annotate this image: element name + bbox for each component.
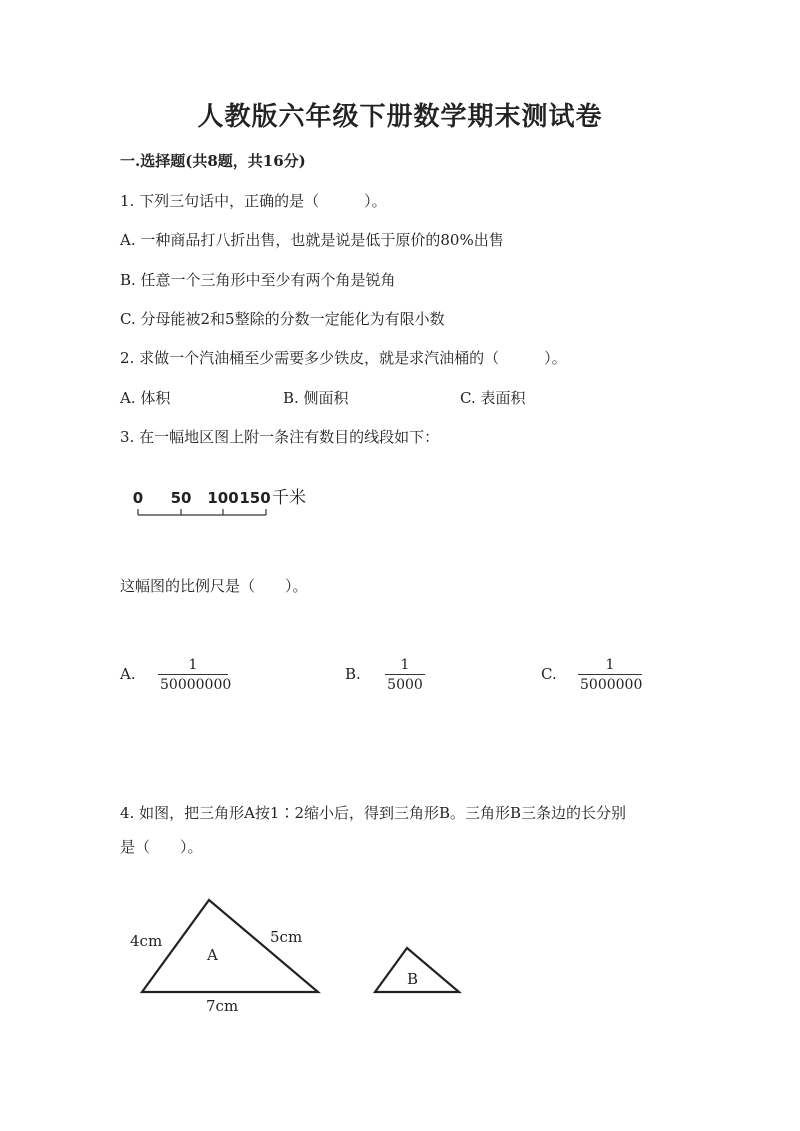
fraction-numerator: 1 xyxy=(400,657,410,673)
scale-unit-label: 千米 xyxy=(272,488,306,508)
fraction-denominator: 5000 xyxy=(385,674,425,693)
question-2-option-c: C. 表面积 xyxy=(460,389,526,407)
scale-bar-figure xyxy=(120,480,340,525)
question-3-option-c-label: C. xyxy=(541,665,557,683)
triangle-a xyxy=(142,900,318,992)
scale-tick-label: 50 xyxy=(170,489,192,507)
question-4-stem-line2: 是（ ）。 xyxy=(120,838,203,856)
triangle-a-left-side-label: 4cm xyxy=(130,932,163,950)
fraction-option-b xyxy=(385,657,425,693)
triangle-a-bottom-side-label: 7cm xyxy=(206,997,239,1015)
fraction-denominator: 50000000 xyxy=(158,674,228,693)
triangles-figure xyxy=(120,890,480,1020)
question-1-option-b: B. 任意一个三角形中至少有两个角是锐角 xyxy=(120,271,396,289)
scale-tick-label: 100 xyxy=(207,489,239,507)
question-1-option-c: C. 分母能被2和5整除的分数一定能化为有限小数 xyxy=(120,310,445,328)
question-2-option-b: B. 侧面积 xyxy=(283,389,349,407)
fraction-denominator: 5000000 xyxy=(578,674,642,693)
scale-tick-label: 0 xyxy=(132,489,144,507)
question-3-option-a-label: A. xyxy=(120,665,136,683)
fraction-option-a xyxy=(158,657,232,693)
page-title: 人教版六年级下册数学期末测试卷 xyxy=(197,102,603,132)
section-heading: 一.选择题(共8题，共16分) xyxy=(120,152,306,170)
triangle-a-label: A xyxy=(207,946,218,964)
question-4-stem-line1: 4. 如图，把三角形A按1∶2缩小后，得到三角形B。三角形B三条边的长分别 xyxy=(120,804,627,822)
triangle-b-label: B xyxy=(407,970,419,988)
question-1-stem: 1. 下列三句话中，正确的是（ ）。 xyxy=(120,192,387,210)
question-2-option-a: A. 体积 xyxy=(120,389,171,407)
scale-bar-line xyxy=(138,509,266,515)
triangle-a-right-side-label: 5cm xyxy=(270,928,303,946)
scale-tick-label: 150 xyxy=(239,489,271,507)
fraction-numerator: 1 xyxy=(188,657,198,673)
fraction-option-c xyxy=(578,657,642,693)
question-3-question: 这幅图的比例尺是（ ）。 xyxy=(120,577,308,595)
question-3-stem: 3. 在一幅地区图上附一条注有数目的线段如下： xyxy=(120,428,440,446)
question-3-option-b-label: B. xyxy=(345,665,361,683)
question-2-stem: 2. 求做一个汽油桶至少需要多少铁皮，就是求汽油桶的（ ）。 xyxy=(120,349,567,367)
question-1-option-a: A. 一种商品打八折出售，也就是说是低于原价的80%出售 xyxy=(120,231,504,249)
fraction-numerator: 1 xyxy=(605,657,615,673)
